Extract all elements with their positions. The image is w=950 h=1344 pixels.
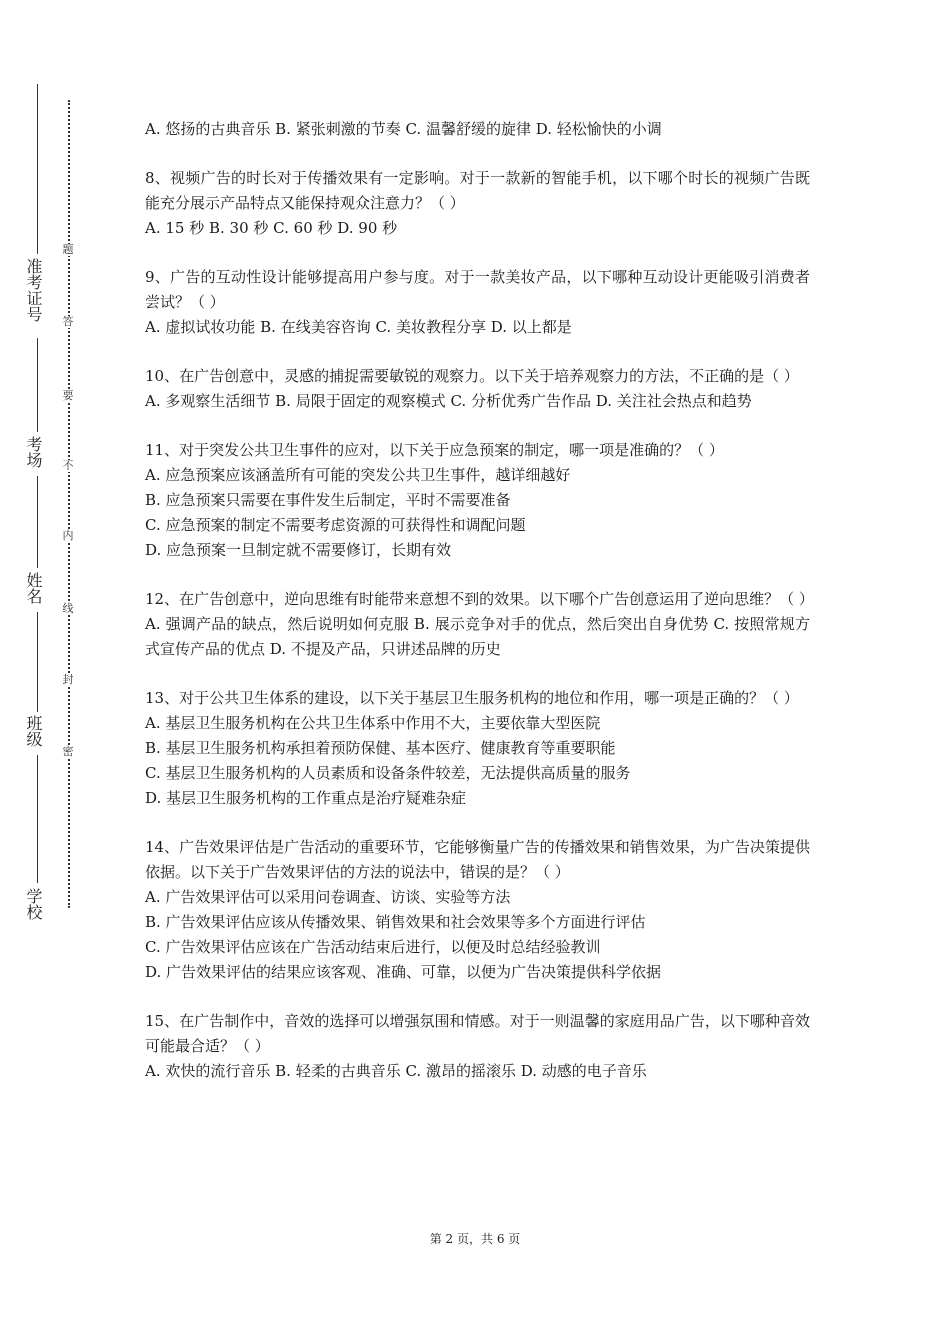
- margin-fill-line: [37, 476, 38, 568]
- margin-fill-line: [37, 612, 38, 712]
- question-option-d: D. 应急预案一旦制定就不需要修订，长期有效: [145, 541, 452, 559]
- seal-char: 题: [60, 244, 76, 256]
- seal-char: 答: [60, 316, 76, 328]
- question-option-d: D. 广告效果评估的结果应该客观、准确、可靠，以便为广告决策提供科学依据: [145, 963, 662, 981]
- question-stem: 10、在广告创意中，灵感的捕捉需要敏锐的观察力。以下关于培养观察力的方法，不正确的是（ ）: [145, 367, 799, 385]
- seal-char: 内: [60, 530, 76, 542]
- question-option: A. 欢快的流行音乐 B. 轻柔的古典音乐 C. 激昂的摇滚乐 D. 动感的电子音乐: [145, 1062, 647, 1080]
- question-option-b: B. 应急预案只需要在事件发生后制定，平时不需要准备: [145, 491, 511, 509]
- question-stem: 12、在广告创意中，逆向思维有时能带来意想不到的效果。以下哪个广告创意运用了逆向思维？（ ）: [145, 590, 814, 608]
- question-13: [145, 686, 810, 811]
- question-option: A. 悠扬的古典音乐 B. 紧张刺激的节奏 C. 温馨舒缓的旋律 D. 轻松愉快的小调: [145, 120, 662, 138]
- margin-fill-line: [37, 338, 38, 432]
- margin-label-exam-room: 考场: [24, 436, 43, 468]
- question-option-c: C. 广告效果评估应该在广告活动结束后进行，以便及时总结经验教训: [145, 938, 601, 956]
- question-stem: 8、视频广告的时长对于传播效果有一定影响。对于一款新的智能手机，以下哪个时长的视频广告既能充分展示产品特点又能保持观众注意力？（ ）: [145, 169, 810, 212]
- question-option: A. 虚拟试妆功能 B. 在线美容咨询 C. 美妆教程分享 D. 以上都是: [145, 318, 572, 336]
- question-stem: 11、对于突发公共卫生事件的应对，以下关于应急预案的制定，哪一项是准确的？（ ）: [145, 441, 724, 459]
- seal-char: 要: [60, 390, 76, 402]
- seal-char: 线: [60, 603, 76, 615]
- question-option-c: C. 基层卫生服务机构的人员素质和设备条件较差，无法提供高质量的服务: [145, 764, 631, 782]
- margin-label-school: 学校: [24, 888, 43, 920]
- question-option-b: B. 基层卫生服务机构承担着预防保健、基本医疗、健康教育等重要职能: [145, 739, 616, 757]
- question-option-b: B. 广告效果评估应该从传播效果、销售效果和社会效果等多个方面进行评估: [145, 913, 646, 931]
- question-option-d: D. 基层卫生服务机构的工作重点是治疗疑难杂症: [145, 789, 467, 807]
- question-stem: 9、广告的互动性设计能够提高用户参与度。对于一款美妆产品，以下哪种互动设计更能吸引消费者尝试？（ ）: [145, 268, 810, 311]
- question-14: [145, 835, 810, 985]
- question-stem: 14、广告效果评估是广告活动的重要环节，它能够衡量广告的传播效果和销售效果，为广告决策提供依据。以下关于广告效果评估的方法的说法中，错误的是？（ ）: [145, 838, 810, 881]
- seal-char: 不: [60, 460, 76, 472]
- question-10: [145, 364, 810, 414]
- question-stem: 13、对于公共卫生体系的建设，以下关于基层卫生服务机构的地位和作用，哪一项是正确的？（ ）: [145, 689, 799, 707]
- margin-label-class: 班级: [24, 715, 43, 747]
- question-option: A. 强调产品的缺点，然后说明如何克服 B. 展示竞争对手的优点，然后突出自身优势 C. 按照常规方式宣传产品的优点 D. 不提及产品，只讲述品牌的历史: [145, 615, 810, 658]
- question-option: A. 15 秒 B. 30 秒 C. 60 秒 D. 90 秒: [145, 219, 398, 237]
- question-9: [145, 265, 810, 340]
- margin-fill-line: [37, 755, 38, 883]
- question-12: [145, 587, 814, 662]
- question-7-continued: [145, 117, 810, 142]
- question-option-a: A. 广告效果评估可以采用问卷调查、访谈、实验等方法: [145, 888, 511, 906]
- page-footer: 第 2 页，共 6 页: [429, 1232, 521, 1246]
- question-option: A. 多观察生活细节 B. 局限于固定的观察模式 C. 分析优秀广告作品 D. 关注社会热点和趋势: [145, 392, 752, 410]
- question-8: [145, 166, 810, 241]
- margin-label-name: 姓名: [24, 572, 43, 604]
- seal-char: 密: [60, 746, 76, 758]
- question-option-a: A. 应急预案应该涵盖所有可能的突发公共卫生事件，越详细越好: [145, 466, 571, 484]
- question-stem: 15、在广告制作中，音效的选择可以增强氛围和情感。对于一则温馨的家庭用品广告，以下哪种音效可能最合适？（ ）: [145, 1012, 810, 1055]
- margin-fill-line: [37, 84, 38, 254]
- seal-dotted-line: [68, 100, 70, 908]
- question-option-c: C. 应急预案的制定不需要考虑资源的可获得性和调配问题: [145, 516, 526, 534]
- question-15: [145, 1009, 810, 1084]
- seal-char: 封: [60, 674, 76, 686]
- margin-label-exam-id: 准考证号: [24, 258, 43, 322]
- question-list: [145, 117, 814, 1108]
- question-11: [145, 438, 810, 563]
- question-option-a: A. 基层卫生服务机构在公共卫生体系中作用不大，主要依靠大型医院: [145, 714, 601, 732]
